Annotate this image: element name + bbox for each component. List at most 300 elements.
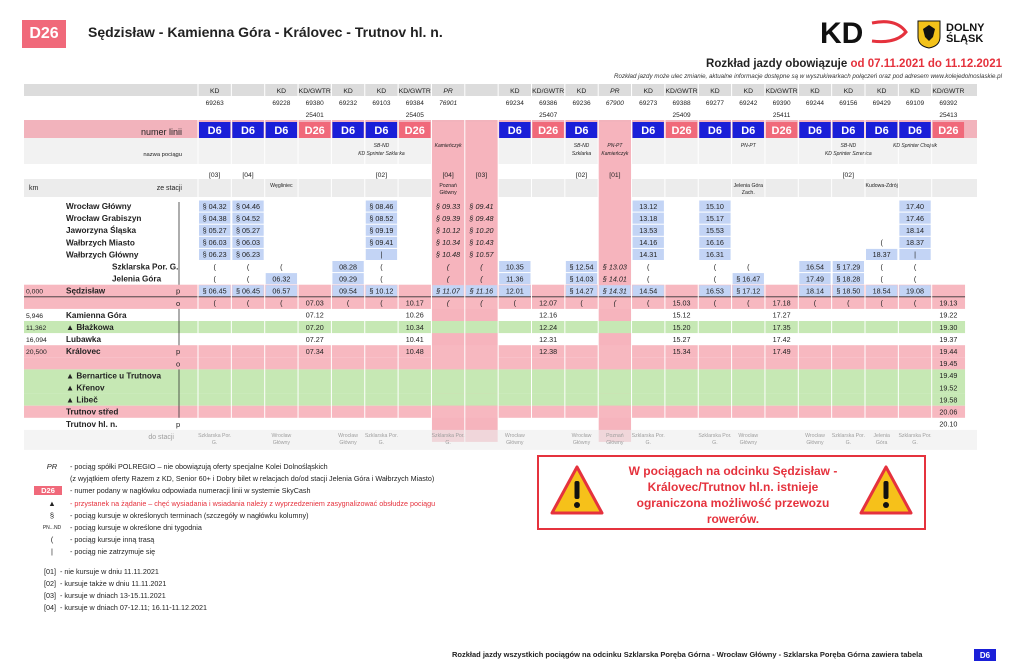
time-cell: § 11.16 (469, 286, 494, 296)
time-cell: 10.35 (505, 262, 524, 272)
operator-cell: KD (276, 88, 287, 95)
legend-symbol: ( (50, 535, 54, 545)
station-name: Wałbrzych Miasto (66, 238, 135, 248)
operator-cell: KD/GWTR (932, 88, 965, 95)
time-cell: ( (213, 298, 216, 308)
from-station-cell: Kudowa-Zdrój (865, 183, 898, 189)
time-cell: 16.54 (805, 262, 824, 272)
legend-item (34, 510, 308, 521)
legend-text: - przystanek na żądanie – chęć wysiadania i wsiadania należy z wyprzedzeniem zasygnalizować obsłudze pociągu (70, 498, 436, 508)
station-row-bg (24, 321, 965, 333)
train-name-cell: Szklarka (571, 151, 592, 157)
operator-cell: KD/GWTR (298, 88, 331, 95)
page-title: Sędzisław - Kamienna Góra - Královec - Trutnov hl. n. (88, 24, 443, 40)
time-cell: 20.06 (939, 407, 958, 417)
train-number-secondary: 25401 (305, 112, 324, 119)
time-cell: 12.31 (539, 334, 558, 344)
time-cell: 18.37 (906, 238, 925, 248)
time-cell: 07.03 (305, 298, 324, 308)
line-cell: D6 (807, 125, 823, 137)
time-cell: 06.57 (272, 286, 291, 296)
time-cell: § 05.27 (202, 226, 227, 235)
header-band-operator (24, 84, 977, 96)
station-name: Kamienna Góra (66, 310, 127, 320)
station-km: 0,000 (26, 288, 44, 296)
time-cell: § 09.33 (436, 201, 461, 211)
note-code: [02] (44, 579, 56, 588)
train-number-cell: 69232 (339, 100, 358, 107)
bicycle-warning (537, 455, 926, 530)
time-cell: 19.37 (939, 334, 958, 344)
time-cell: § 16.47 (736, 274, 761, 284)
line-cell: D6 (374, 125, 389, 137)
operator-cell: KD (510, 88, 520, 95)
time-cell: ( (747, 262, 750, 272)
time-cell: ( (880, 274, 883, 284)
legend-item (34, 473, 434, 484)
operator-cell: KD (643, 88, 653, 95)
time-cell: 15.17 (705, 213, 724, 223)
train-number-cell: 69244 (805, 100, 825, 107)
station-name: Sędzisław (66, 286, 106, 296)
time-cell: § 06.03 (202, 238, 227, 248)
from-station-cell: Węgliniec (270, 183, 293, 189)
validity-heading (706, 58, 1002, 70)
line-cell: D6 (707, 125, 722, 137)
operator-cell: KD (910, 88, 920, 95)
time-cell: § 06.23 (202, 250, 227, 260)
station-name: Trutnov hl. n. (66, 419, 118, 429)
line-cell: D6 (240, 125, 256, 137)
time-cell: 19.45 (939, 359, 958, 369)
legend-item (34, 534, 154, 545)
train-number-cell: 69234 (505, 100, 524, 107)
time-cell: § 14.27 (569, 286, 594, 296)
time-cell: ( (446, 298, 450, 308)
station-name: Wrocław Główny (66, 202, 132, 211)
note-text: - kursuje w dniach 13-15.11.2021 (60, 591, 166, 600)
legend-symbol: PR (46, 462, 58, 471)
station-name: Wrocław Grabiszyn (66, 214, 142, 224)
time-cell: 07.12 (305, 310, 324, 320)
line-cell: D26 (538, 125, 559, 137)
note-ref-cell: [04] (242, 172, 254, 179)
time-cell: ( (713, 274, 717, 284)
warning-text: W pociągach na odcinku Sędzisław - Královec/Trutnov hl.n. istnieje ograniczona możliwość przewozu rowerów. (628, 464, 838, 526)
time-cell: § 09.39 (436, 213, 461, 223)
time-cell: ( (880, 298, 883, 308)
time-cell: 08.28 (339, 262, 358, 272)
time-cell: 14.16 (639, 238, 658, 248)
time-cell: § 12.54 (569, 262, 594, 272)
line-cell: D26 (304, 125, 325, 137)
time-cell: ( (747, 298, 750, 308)
time-cell: 09.29 (339, 274, 358, 284)
validity-range: od 07.11.2021 do 11.12.2021 (850, 58, 1002, 70)
time-cell: § 13.03 (602, 262, 627, 272)
from-station-cell: Główny (439, 190, 457, 196)
time-cell: ( (613, 298, 617, 308)
line-cell: D6 (641, 125, 656, 137)
validity-note: Rozkład jazdy może ulec zmianie, aktualne informacje dostępne są w wyszukiwarkach połączeń oraz pod adresem www.kolejedolnoslaskie.pl (614, 73, 1002, 80)
from-station-cell: Zach. (741, 190, 755, 196)
dolny-slask-logo (916, 18, 1016, 50)
train-number-cell: 69103 (372, 100, 391, 107)
arrival-departure-mark: p (176, 419, 181, 429)
time-cell: 13.53 (639, 226, 658, 235)
time-cell: ( (380, 274, 383, 284)
line-cell: D6 (841, 125, 856, 137)
time-cell: 10.17 (405, 298, 424, 308)
operator-cell: KD (376, 88, 387, 95)
time-cell: 13.18 (639, 213, 658, 223)
time-cell: § 14.01 (602, 274, 627, 284)
train-name-cell: KD Sprinter Chojnik (893, 143, 937, 149)
time-cell: 15.20 (672, 322, 691, 332)
time-cell: 16.31 (705, 250, 724, 260)
time-cell: 17.46 (906, 213, 925, 223)
time-cell: ( (647, 262, 650, 272)
time-cell: § 10.12 (436, 226, 461, 235)
operator-cell: KD (810, 88, 820, 95)
line-cell: D6 (874, 125, 889, 137)
time-cell: 07.27 (305, 334, 324, 344)
operator-cell: KD/GWTR (398, 88, 431, 95)
train-name-cell: KD Sprinter Szrenica (824, 151, 872, 157)
time-cell: § 06.23 (236, 250, 261, 260)
operator-cell: KD (209, 88, 220, 95)
time-cell: § 14.31 (602, 286, 627, 296)
note-ref-cell: [03] (475, 172, 488, 179)
time-cell: ( (246, 298, 250, 308)
station-name: ▲ Křenov (66, 383, 105, 393)
line-badge: D26 (22, 20, 66, 48)
legend-text: - pociąg nie zatrzymuje się (70, 547, 156, 557)
time-cell: ( (346, 298, 350, 308)
train-name-cell: SB-ND (573, 143, 590, 149)
legend-item (34, 498, 435, 509)
time-cell: 19.49 (939, 371, 958, 381)
legend-text: - pociąg kursuje w określone dni tygodnia (70, 523, 202, 532)
station-name: ▲ Libeč (66, 395, 98, 405)
time-cell: ( (913, 262, 917, 272)
time-cell: § 04.38 (202, 213, 227, 223)
time-cell: ( (813, 298, 817, 308)
time-cell: 10.41 (405, 334, 424, 344)
station-row-bg (24, 345, 965, 357)
station-name: ▲ Błażkowa (66, 323, 114, 332)
legend-item (34, 485, 311, 496)
km-label: km (29, 185, 39, 192)
time-cell: 15.10 (705, 201, 724, 211)
time-cell: ( (446, 262, 450, 272)
line-cell: D6 (341, 125, 356, 137)
kd-logo (818, 14, 912, 50)
time-cell: ( (380, 298, 383, 308)
line-cell: D6 (507, 125, 522, 137)
train-number-cell: 69156 (839, 100, 858, 107)
time-cell: ( (213, 274, 216, 284)
time-cell: ( (913, 274, 917, 284)
station-name: Trutnov střed (66, 407, 119, 417)
time-cell: 17.42 (772, 334, 791, 344)
time-cell: 07.34 (305, 347, 324, 356)
time-cell: 18.37 (872, 250, 891, 260)
time-cell: § 09.41 (369, 238, 394, 248)
train-name-cell: SB-ND (373, 143, 390, 149)
time-cell: 12.01 (505, 286, 524, 296)
time-cell: § 17.29 (836, 262, 861, 272)
arrival-departure-mark: o (176, 359, 181, 369)
operator-cell: PR (610, 88, 620, 95)
line-cell: D26 (771, 125, 792, 137)
time-cell: § 10.48 (436, 250, 461, 260)
train-number-cell: 69390 (772, 100, 791, 107)
time-cell: § 08.46 (369, 201, 394, 211)
time-cell: 11.36 (506, 274, 524, 284)
time-cell: § 10.20 (469, 226, 494, 235)
time-cell: 20.10 (939, 419, 958, 429)
arrival-departure-mark: o (176, 298, 181, 308)
train-name-cell: KD Sprinter Szklarka (358, 151, 405, 157)
time-cell: ( (446, 274, 450, 284)
legend-text: - pociąg kursuje inną trasą (70, 535, 155, 545)
train-number-cell: 69380 (305, 100, 324, 107)
time-cell: 19.08 (906, 286, 925, 296)
note-item (44, 578, 166, 589)
train-number-secondary: 25407 (539, 112, 558, 119)
time-cell: 17.27 (772, 310, 791, 320)
time-cell: 19.13 (939, 298, 958, 308)
time-cell: § 10.43 (469, 238, 494, 248)
legend-item (34, 522, 202, 533)
time-cell: 19.44 (939, 347, 958, 356)
note-item (44, 566, 159, 577)
train-name-cell: SB-ND (840, 143, 857, 149)
line-number-label: numer linii (140, 127, 182, 137)
train-name-cell: PN-PT (740, 143, 756, 149)
time-cell: 18.54 (872, 286, 891, 296)
time-cell: 16.53 (705, 286, 724, 296)
time-cell: 12.16 (539, 310, 558, 320)
train-number-secondary: 25411 (772, 112, 791, 119)
time-cell: ( (246, 274, 250, 284)
time-cell: ( (246, 262, 250, 272)
logo-line-2: ŚLĄSK (946, 33, 984, 45)
legend-symbol: | (51, 547, 53, 557)
operator-cell: KD (743, 88, 754, 95)
note-ref-cell: [04] (442, 172, 454, 179)
time-cell: 15.53 (705, 226, 724, 235)
time-cell: 17.49 (772, 347, 791, 356)
operator-cell: KD/GWTR (665, 88, 698, 95)
time-cell: 10.48 (405, 347, 424, 356)
note-code: [04] (44, 603, 56, 612)
legend-text: - numer podany w nagłówku odpowiada numeracji linii w systemie SkyCash (70, 486, 311, 496)
time-cell: 12.24 (539, 322, 558, 332)
time-cell: | (380, 250, 383, 260)
time-cell: ( (480, 262, 483, 272)
line-cell: D26 (404, 125, 425, 137)
time-cell: § 10.57 (469, 250, 494, 260)
train-number-cell: 69392 (939, 100, 958, 107)
time-cell: 09.54 (339, 286, 358, 296)
time-cell: § 17.12 (736, 286, 761, 296)
logo-line-1: DOLNY (946, 22, 985, 34)
time-cell: 19.30 (939, 322, 958, 332)
station-row-bg (24, 369, 965, 381)
station-row-bg (24, 297, 965, 309)
train-number-cell: 76901 (439, 100, 458, 107)
train-number-cell: 69386 (539, 100, 558, 107)
train-number-cell: 69109 (905, 100, 925, 107)
time-cell: 14.54 (639, 286, 658, 296)
station-name: Jaworzyna Śląska (66, 226, 137, 236)
train-number-secondary: 25405 (405, 112, 424, 119)
legend-text: (z wyjątkiem oferty Razem z KD, Senior 60+ i Dobry bilet w relacjach do/od stacji Jelenia Góra i Wałbrzych Miasto) (70, 474, 435, 484)
time-cell: 17.49 (805, 274, 824, 284)
time-cell: ( (280, 298, 283, 308)
station-km: 20,500 (26, 349, 47, 357)
operator-cell: KD (576, 88, 587, 95)
line-cell: D6 (274, 125, 289, 137)
time-cell: ( (580, 298, 583, 308)
train-name-cell: PN-PT (607, 143, 623, 149)
eagle-crest-icon (916, 19, 942, 49)
legend-symbol: § (49, 510, 55, 520)
time-cell: § 08.52 (369, 213, 394, 223)
train-number-cell: 69236 (572, 100, 591, 107)
station-row-bg (24, 394, 965, 406)
arrival-departure-mark: p (176, 286, 181, 296)
line-cell: D26 (938, 125, 959, 137)
validity-prefix: Rozkład jazdy obowiązuje (706, 58, 848, 70)
legend-item (34, 546, 155, 557)
time-cell: ( (480, 274, 483, 284)
time-cell: § 04.46 (236, 201, 261, 211)
time-cell: 12.07 (539, 298, 558, 308)
time-cell: ( (847, 298, 850, 308)
time-cell: § 09.41 (469, 201, 494, 211)
time-cell: § 04.32 (202, 201, 227, 211)
train-number-cell: 69384 (405, 100, 424, 107)
time-cell: § 04.52 (236, 213, 261, 223)
time-cell: ( (713, 298, 717, 308)
station-name: Královec (66, 347, 101, 357)
time-cell: § 06.45 (236, 286, 261, 296)
legend-symbol: D26 (34, 486, 62, 495)
kd-logo-text: KD (820, 17, 864, 50)
time-cell: ( (280, 262, 283, 272)
operator-cell: PR (443, 88, 453, 95)
line-cell: D6 (574, 125, 589, 137)
time-cell: 15.03 (672, 298, 691, 308)
train-number-cell: 69242 (739, 100, 758, 107)
train-number-cell: 67900 (605, 100, 624, 107)
time-cell: § 06.45 (202, 286, 227, 296)
station-km: 16,094 (26, 337, 47, 345)
time-cell: 19.22 (939, 310, 958, 320)
time-cell: ( (913, 298, 917, 308)
arrival-departure-mark: p (176, 347, 181, 357)
note-text: - nie kursuje w dniu 11.11.2021 (60, 567, 159, 576)
time-cell: ( (213, 262, 216, 272)
train-number-cell: 69277 (705, 100, 724, 107)
operator-cell: KD (876, 88, 887, 95)
time-cell: 06.32 (272, 274, 291, 284)
time-cell: 18.14 (805, 286, 824, 296)
time-cell: § 09.48 (469, 213, 494, 223)
time-cell: 17.40 (906, 201, 925, 211)
station-row-bg (24, 357, 965, 369)
train-number-secondary: 25409 (672, 112, 691, 119)
station-name: Lubawka (66, 335, 102, 345)
footer-line-badge: D6 (974, 649, 996, 661)
from-station-label: ze stacji (156, 185, 182, 192)
operator-cell: KD/GWTR (532, 88, 565, 95)
time-cell: ( (513, 298, 517, 308)
note-item (44, 602, 207, 613)
time-cell: § 11.07 (436, 286, 460, 296)
note-ref-cell: [01] (609, 172, 621, 179)
line-cell: D26 (671, 125, 692, 137)
time-cell: ( (480, 298, 483, 308)
line-cell: D6 (207, 125, 222, 137)
station-name: Wałbrzych Główny (66, 250, 139, 260)
line-cell: D6 (907, 125, 923, 137)
from-station-cell: Jelenia Góra (733, 183, 763, 189)
legend-text: - pociąg kursuje w określonych terminach (szczegóły w nagłówku kolumny) (70, 510, 309, 520)
warning-icon (549, 463, 605, 519)
station-name: Jelenia Góra (112, 274, 162, 284)
note-ref-cell: [03] (209, 172, 221, 179)
time-cell: 19.52 (939, 383, 958, 393)
time-cell: 17.35 (772, 322, 791, 332)
legend-text: - pociąg spółki POLREGIO – nie obowiązują oferty specjalne Kolei Dolnośląskich (70, 462, 328, 471)
time-cell: 13.12 (639, 201, 658, 211)
train-number-cell: 69228 (272, 100, 291, 107)
to-station-band (24, 430, 977, 450)
time-cell: 19.58 (939, 395, 958, 405)
time-cell: 16.16 (705, 238, 724, 248)
time-cell: | (914, 250, 916, 260)
station-name: Szklarska Por. G. (112, 262, 179, 272)
train-number-cell: 69429 (872, 100, 891, 107)
time-cell: ( (647, 298, 650, 308)
note-code: [03] (44, 591, 56, 600)
time-cell: 10.34 (405, 322, 424, 332)
operator-cell: KD/GWTR (765, 88, 798, 95)
operator-cell: KD (710, 88, 720, 95)
timetable (24, 84, 977, 440)
time-cell: 17.18 (772, 298, 791, 308)
train-name-cell: Kamieńczyk (601, 151, 629, 157)
note-ref-cell: [02] (375, 172, 388, 179)
time-cell: ( (647, 274, 650, 284)
note-text: - kursuje w dniach 07-12.11; 16.11-11.12.2021 (60, 603, 208, 612)
line-cell: D6 (741, 125, 756, 137)
station-row-bg (24, 382, 965, 394)
time-cell: 15.27 (672, 334, 691, 344)
time-cell: § 06.03 (236, 238, 261, 248)
warning-icon (858, 463, 914, 519)
note-text: - kursuje także w dniu 11.11.2021 (60, 579, 167, 588)
time-cell: § 10.12 (369, 286, 394, 296)
station-row-bg (24, 406, 965, 418)
note-ref-cell: [02] (575, 172, 588, 179)
time-cell: 07.20 (305, 322, 324, 332)
legend-symbol: PN...ND (42, 524, 62, 531)
